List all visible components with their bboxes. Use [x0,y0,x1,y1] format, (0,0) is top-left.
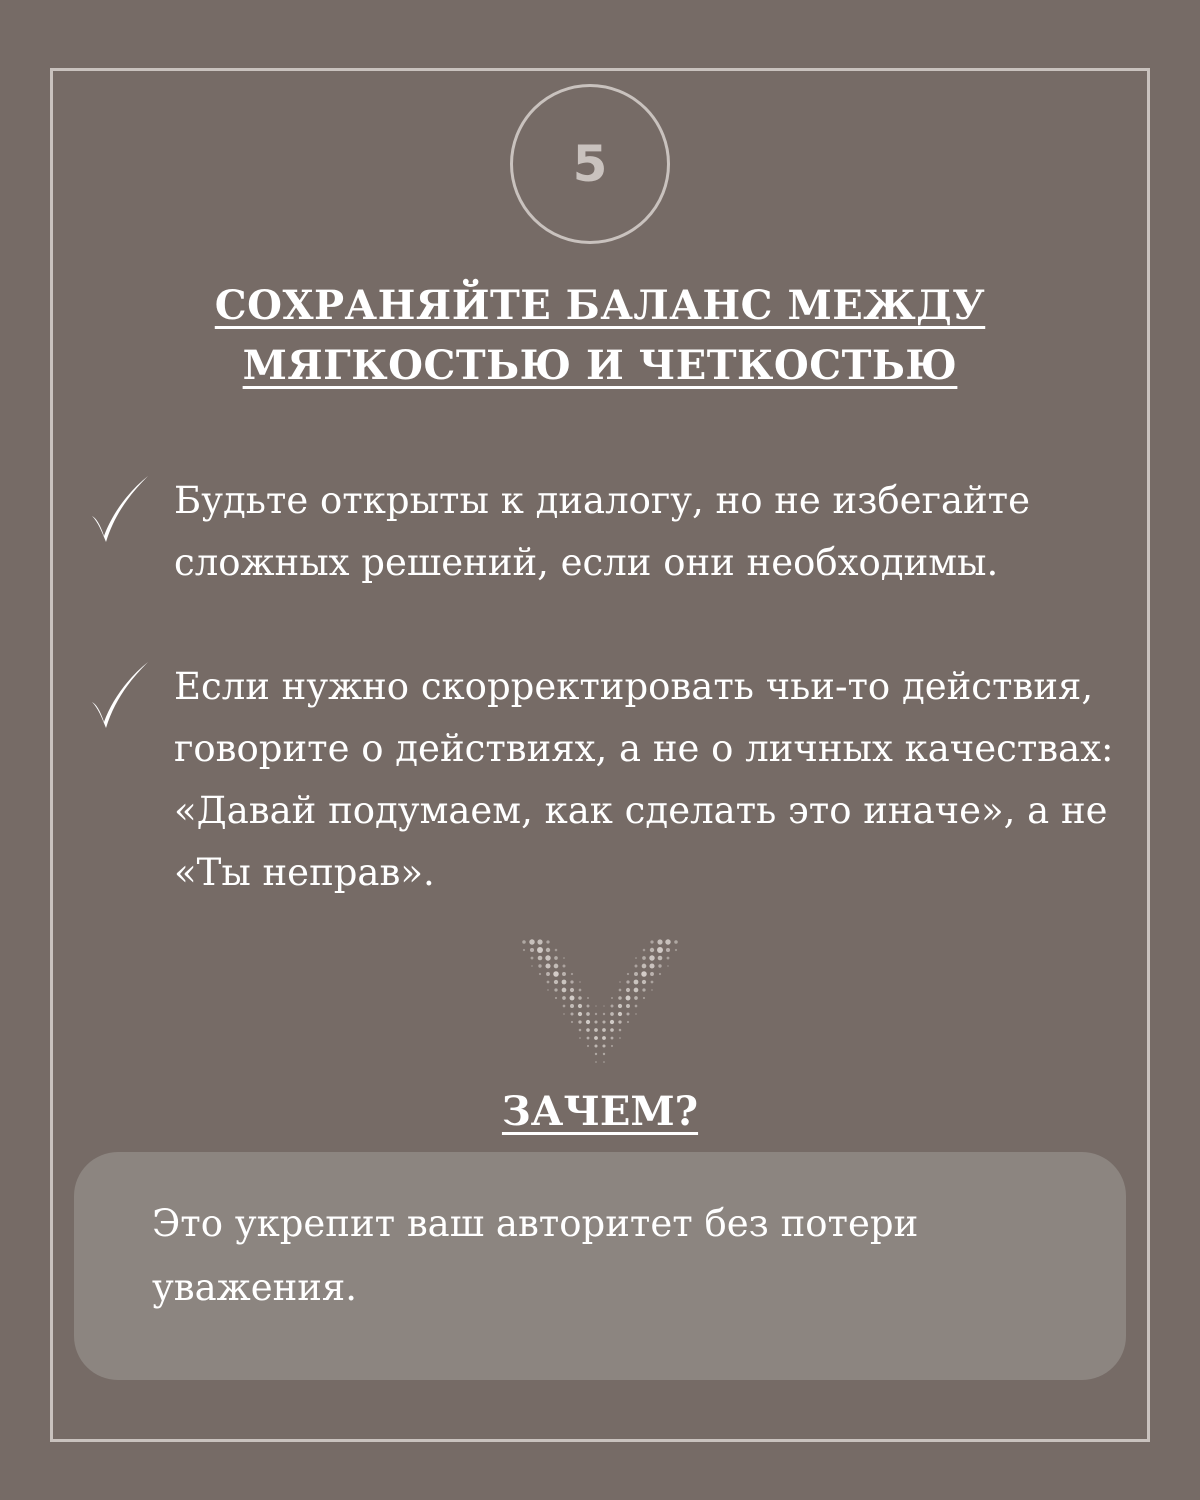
step-number: 5 [572,135,608,193]
list-item-text: Будьте открыты к диалогу, но не избегайте сложных решений, если они необходимы. [174,479,1031,584]
checkmark-icon [82,656,162,736]
title-line-1: СОХРАНЯЙТЕ БАЛАНС МЕЖДУ [214,282,986,329]
title-line-2: МЯГКОСТЬЮ И ЧЕТКОСТЬЮ [242,342,958,389]
checkmark-icon [82,470,162,550]
list-item-text: Если нужно скорректировать чьи-то действия, говорите о действиях, а не о личных качествах: «Давай подумаем, как сделать это иначе», а не «Ты неправ». [174,665,1114,894]
why-heading-text: ЗАЧЕМ? [501,1088,699,1135]
halftone-chevron-icon [520,938,680,1068]
why-heading [300,1082,900,1142]
why-text: Это укрепит ваш авторитет без потери уважения. [152,1202,919,1309]
why-box [74,1152,1126,1380]
step-number-badge [510,84,670,244]
page-title [100,276,1100,396]
